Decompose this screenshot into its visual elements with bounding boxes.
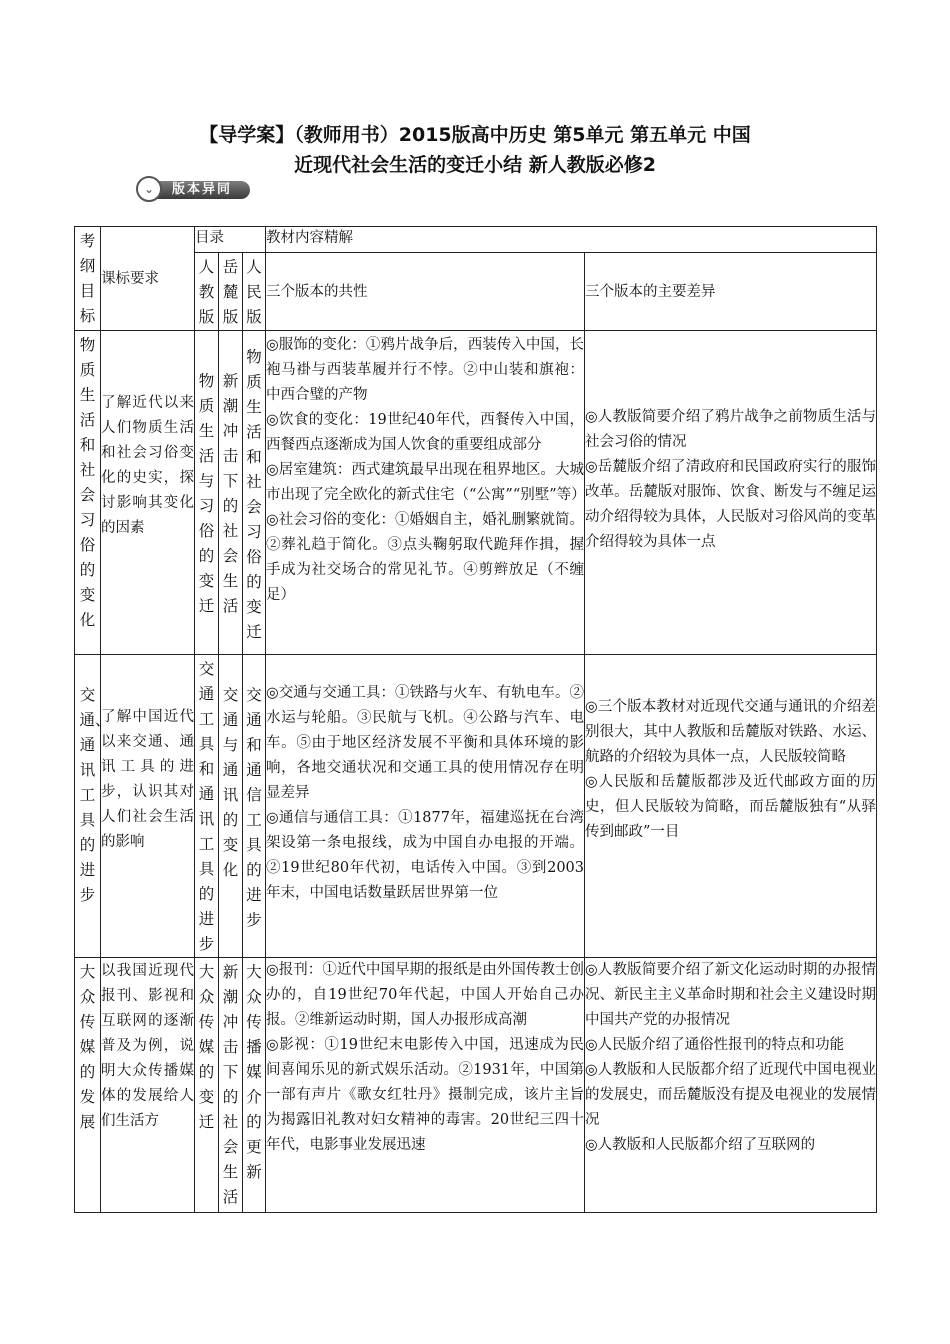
requirement-cell: 了解近代以来人们物质生活和社会习俗变化的史实，探讨影响其变化的因素: [101, 331, 195, 655]
goal-cell: 交通、通讯工具的进步: [75, 655, 101, 958]
requirement-cell: 以我国近现代报刊、影视和互联网的逐渐普及为例，说明大众传播媒体的发展给人们生活方: [101, 958, 195, 1213]
header-requirement: 课标要求: [101, 227, 195, 331]
catalog-renjiao-cell: 交通工具和通讯工具的进步: [195, 655, 219, 958]
title-line-2: 近现代社会生活的变迁小结 新人教版必修2: [294, 154, 656, 176]
common-cell: ◎交通与交通工具：①铁路与火车、有轨电车。②水运与轮船。③民航与飞机。④公路与汽车、电车。⑤由于地区经济发展不平衡和具体环境的影响，各地交通状况和交通工具的使用情况存在明显差异 ◎通信与通信工具：①1877年，福建巡抚在台湾架设第一条电报线，成为中国自办电报的开端。②19世纪80年代初，电话传入中国。③到2003年末，中国电话数量跃居世界第一位: [266, 655, 585, 958]
title-line-1: 【导学案】（教师用书）2015版高中历史 第5单元 第五单元 中国: [199, 124, 751, 146]
common-cell: ◎报刊：①近代中国早期的报纸是由外国传教士创办的，自19世纪70年代起，中国人开始自己办报。②维新运动时期，国人办报形成高潮 ◎影视：①19世纪末电影传入中国，迅速成为民间喜闻乐见的新式娱乐活动。②1931年，中国第一部有声片《歌女红牡丹》摄制完成，该片主旨为揭露旧礼教对妇女精神的毒害。20世纪三四十年代，电影事业发展迅速: [266, 958, 585, 1213]
diff-cell: ◎人教版简要介绍了鸦片战争之前物质生活与社会习俗的情况 ◎岳麓版介绍了清政府和民国政府实行的服饰改革。岳麓版对服饰、饮食、断发与不缠足运动介绍得较为具体，人民版对习俗风尚的变革介绍得较为具体一点: [585, 331, 877, 655]
header-content: 教材内容精解: [266, 227, 877, 253]
catalog-renmin-cell: 物质生活和社会习俗的变迁: [243, 331, 266, 655]
header-edition-renjiao: 人教版: [195, 253, 219, 331]
header-edition-renmin: 人民版: [243, 253, 266, 331]
header-common: 三个版本的共性: [266, 253, 585, 331]
common-cell: ◎服饰的变化：①鸦片战争后，西装传入中国，长袍马褂与西装革履并行不悖。②中山装和旗袍：中西合璧的产物 ◎饮食的变化：19世纪40年代，西餐传入中国，西餐西点逐渐成为国人饮食的重要组成部分 ◎居室建筑：西式建筑最早出现在租界地区。大城市出现了完全欧化的新式住宅（“公寓”“别墅”等） ◎社会习俗的变化：①婚姻自主，婚礼删繁就简。②葬礼趋于简化。③点头鞠躬取代跪拜作揖，握手成为社交场合的常见礼节。④剪辫放足（不缠足）: [266, 331, 585, 655]
table-row: [75, 958, 877, 1213]
chevron-down-icon: ⌄: [136, 176, 162, 202]
table-row: [75, 331, 877, 655]
header-goal: 考纲目标: [75, 227, 101, 331]
header-catalog: 目录: [195, 227, 266, 253]
goal-cell: 物质生活和社会习俗的变化: [75, 331, 101, 655]
catalog-renjiao-cell: 物质生活与习俗的变迁: [195, 331, 219, 655]
catalog-yuelu-cell: 新潮冲击下的社会生活: [219, 958, 243, 1213]
diff-cell: ◎人教版简要介绍了新文化运动时期的办报情况、新民主主义革命时期和社会主义建设时期中国共产党的办报情况 ◎人民版介绍了通俗性报刊的特点和功能 ◎人教版和人民版都介绍了近现代中国电视业的发展史，而岳麓版没有提及电视业的发展情况 ◎人教版和人民版都介绍了互联网的: [585, 958, 877, 1213]
section-badge: [136, 176, 252, 204]
document-title: [0, 120, 950, 180]
diff-cell: ◎三个版本教材对近现代交通与通讯的介绍差别很大，其中人教版和岳麓版对铁路、水运、航路的介绍较为具体一点，人民版较简略 ◎人民版和岳麓版都涉及近代邮政方面的历史，但人民版较为简略，而岳麓版独有“从驿传到邮政”一目: [585, 655, 877, 958]
catalog-yuelu-cell: 交通与通讯的变化: [219, 655, 243, 958]
table-row: [75, 655, 877, 958]
comparison-table: [74, 226, 877, 1213]
section-badge-label: 版本异同: [172, 182, 233, 197]
catalog-renjiao-cell: 大众传媒的变迁: [195, 958, 219, 1213]
header-diff: 三个版本的主要差异: [585, 253, 877, 331]
goal-cell: 大众传媒的发展: [75, 958, 101, 1213]
catalog-yuelu-cell: 新潮冲击下的社会生活: [219, 331, 243, 655]
catalog-renmin-cell: 交通和通信工具的进步: [243, 655, 266, 958]
catalog-renmin-cell: 大众传播媒介的更新: [243, 958, 266, 1213]
header-edition-yuelu: 岳麓版: [219, 253, 243, 331]
requirement-cell: 了解中国近代以来交通、通讯工具的进步，认识其对人们社会生活的影响: [101, 655, 195, 958]
